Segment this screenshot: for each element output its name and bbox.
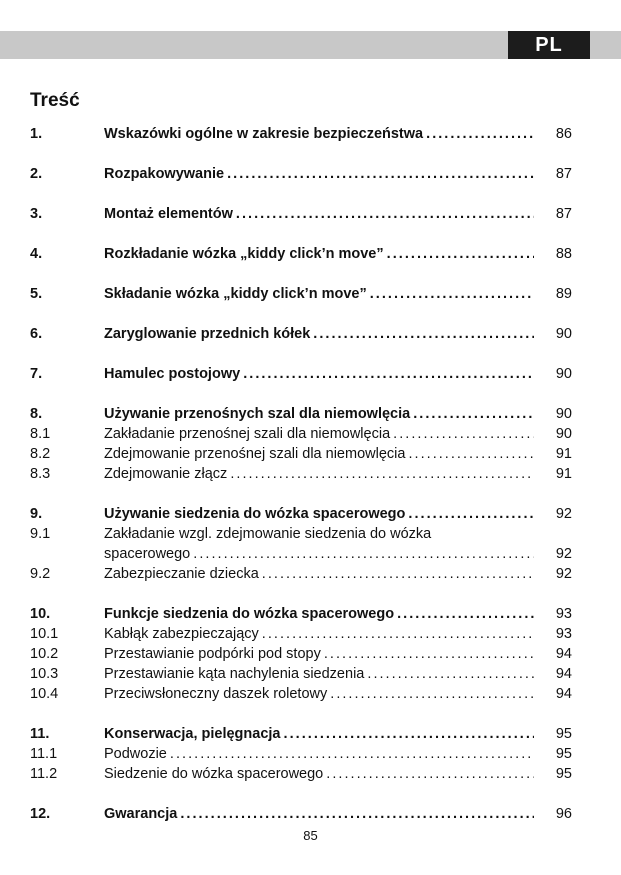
toc-row — [30, 424, 575, 444]
toc-page: 95 — [555, 766, 572, 782]
toc-page: 90 — [555, 326, 572, 342]
toc-row — [30, 564, 575, 584]
toc-number: 10.4 — [30, 686, 59, 702]
toc-entry: Przeciwsłoneczny daszek roletowy . . . — [104, 684, 534, 704]
toc-page: 96 — [555, 806, 572, 822]
toc-number: 8. — [30, 406, 43, 422]
toc-page: 95 — [555, 746, 572, 762]
toc-entry: Siedzenie do wózka spacerowego . . . — [104, 764, 534, 784]
page-title: Treść — [30, 90, 80, 111]
toc-entry: Konserwacja, pielęgnacja . . . — [104, 724, 534, 744]
toc-number: 10. — [30, 606, 51, 622]
toc-row — [30, 764, 575, 784]
toc-row — [30, 324, 575, 344]
toc-entry: Składanie wózka „kiddy click’n move” . . . — [104, 284, 534, 304]
toc-page: 93 — [555, 606, 572, 622]
toc-number: 10.2 — [30, 646, 59, 662]
toc-entry: Zdejmowanie złącz . . . — [104, 464, 534, 484]
toc-row — [30, 544, 575, 564]
toc-page: 86 — [555, 126, 572, 142]
toc-entry: Wskazówki ogólne w zakresie bezpieczeństwa . . . — [104, 124, 534, 144]
toc-row — [30, 524, 575, 544]
toc-number: 8.3 — [30, 466, 51, 482]
toc-row — [30, 684, 575, 704]
toc-row — [30, 664, 575, 684]
toc-number: 12. — [30, 806, 51, 822]
toc-page: 88 — [555, 246, 572, 262]
toc-page: 87 — [555, 206, 572, 222]
toc-page: 90 — [555, 426, 572, 442]
toc-number: 9.2 — [30, 566, 51, 582]
toc-page: 89 — [555, 286, 572, 302]
toc-entry: Funkcje siedzenia do wózka spacerowego . . . — [104, 604, 534, 624]
toc-page: 90 — [555, 366, 572, 382]
toc-row — [30, 804, 575, 824]
toc-row — [30, 364, 575, 384]
toc-number: 11. — [30, 726, 50, 742]
toc-page: 92 — [555, 566, 572, 582]
toc-row — [30, 244, 575, 264]
toc-number: 2. — [30, 166, 43, 182]
toc-row — [30, 404, 575, 424]
toc-number: 10.3 — [30, 666, 59, 682]
toc-row — [30, 624, 575, 644]
toc-row — [30, 204, 575, 224]
toc-entry: Zaryglowanie przednich kółek . . . — [104, 324, 534, 344]
toc-number: 7. — [30, 366, 43, 382]
toc-page: 95 — [555, 726, 572, 742]
toc-entry: Montaż elementów . . . — [104, 204, 534, 224]
toc-page: 94 — [555, 646, 572, 662]
toc-row — [30, 284, 575, 304]
toc-number: 8.1 — [30, 426, 51, 442]
toc-number: 6. — [30, 326, 43, 342]
toc-entry: Podwozie . . . — [104, 744, 534, 764]
language-badge: PL — [508, 31, 590, 59]
toc-page: 92 — [555, 506, 572, 522]
toc-entry: Rozpakowywanie . . . — [104, 164, 534, 184]
toc-number: 11.1 — [30, 746, 58, 762]
toc-entry: Przestawianie kąta nachylenia siedzenia . . . — [104, 664, 534, 684]
toc-row — [30, 464, 575, 484]
toc-row — [30, 504, 575, 524]
toc-page: 90 — [555, 406, 572, 422]
toc-page: 87 — [555, 166, 572, 182]
toc-number: 8.2 — [30, 446, 51, 462]
toc-row — [30, 444, 575, 464]
toc-page: 91 — [555, 446, 572, 462]
toc-row — [30, 724, 575, 744]
toc-number: 10.1 — [30, 626, 59, 642]
toc-number: 3. — [30, 206, 43, 222]
toc-entry: Hamulec postojowy . . . — [104, 364, 534, 384]
toc-page: 91 — [555, 466, 572, 482]
toc-row — [30, 164, 575, 184]
toc-row — [30, 744, 575, 764]
toc-entry: Używanie przenośnych szal dla niemowlęcia . . . — [104, 404, 534, 424]
toc-number: 11.2 — [30, 766, 58, 782]
toc-row — [30, 604, 575, 624]
toc-entry: Zabezpieczanie dziecka . . . — [104, 564, 534, 584]
toc-entry: spacerowego . . . — [104, 544, 534, 564]
toc-page: 94 — [555, 686, 572, 702]
toc-entry: Kabłąk zabezpieczający . . . — [104, 624, 534, 644]
toc-page: 94 — [555, 666, 572, 682]
toc-entry: Przestawianie podpórki pod stopy . . . — [104, 644, 534, 664]
toc-entry: Rozkładanie wózka „kiddy click’n move” . . . — [104, 244, 534, 264]
toc-page: 93 — [555, 626, 572, 642]
toc-row — [30, 124, 575, 144]
toc-number: 9.1 — [30, 526, 51, 542]
toc-row — [30, 644, 575, 664]
page-number: 85 — [303, 828, 318, 843]
toc-number: 4. — [30, 246, 43, 262]
toc-entry: Gwarancja . . . — [104, 804, 534, 824]
toc-entry: Zakładanie wzgl. zdejmowanie siedzenia do wózka — [104, 526, 432, 542]
table-of-contents — [30, 124, 575, 824]
toc-number: 5. — [30, 286, 43, 302]
toc-number: 9. — [30, 506, 43, 522]
toc-page: 92 — [555, 546, 572, 562]
toc-entry: Zdejmowanie przenośnej szali dla niemowlęcia . . . — [104, 444, 534, 464]
toc-entry: Zakładanie przenośnej szali dla niemowlęcia . . . — [104, 424, 534, 444]
toc-number: 1. — [30, 126, 43, 142]
toc-entry: Używanie siedzenia do wózka spacerowego . . . — [104, 504, 534, 524]
